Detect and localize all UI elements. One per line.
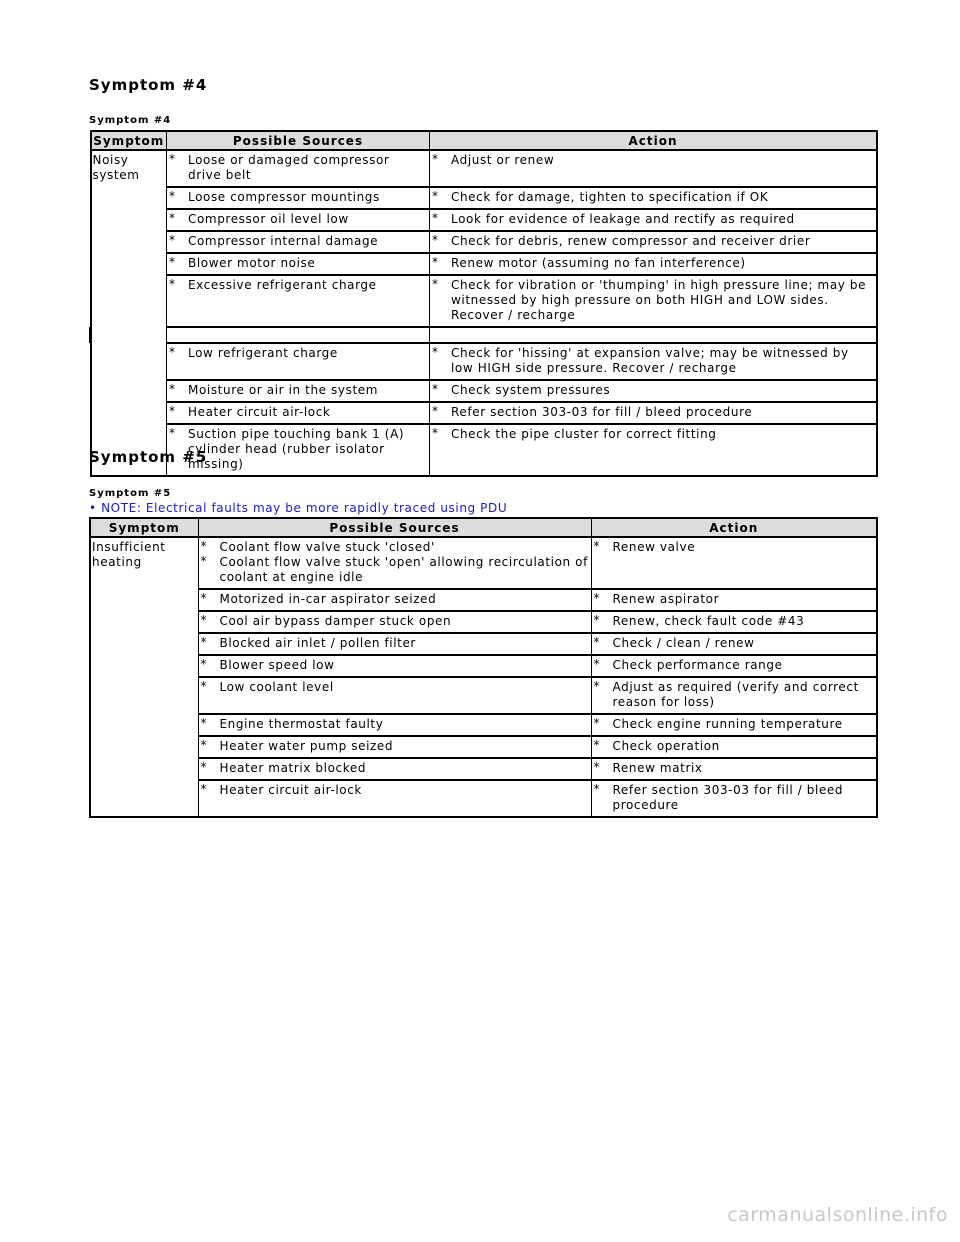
- table-header-row: [91, 131, 878, 150]
- symptom-cell: Noisy system: [91, 150, 167, 327]
- table-header-row: [90, 518, 877, 537]
- section-5-caption: Symptom #5: [89, 488, 172, 499]
- source-cell: * Coolant flow valve stuck 'open' allowing recirculation of coolant at engine idle: [201, 555, 589, 585]
- table-row: [90, 758, 877, 780]
- action-cell: * Renew valve: [594, 540, 875, 555]
- source-cell: * Heater matrix blocked: [201, 761, 589, 776]
- action-cell: * Check for debris, renew compressor and receiver drier: [432, 234, 874, 249]
- table-row: [90, 633, 877, 655]
- action-cell: * Look for evidence of leakage and rectify as required: [432, 212, 874, 227]
- table-row: [90, 677, 877, 714]
- action-cell: * Refer section 303-03 for fill / bleed procedure: [594, 783, 875, 813]
- table-row: [90, 736, 877, 758]
- action-cell: * Renew matrix: [594, 761, 875, 776]
- table-row: [91, 253, 878, 275]
- table-row: [90, 537, 877, 589]
- section-4-caption: Symptom #4: [89, 115, 172, 126]
- action-cell: * Check operation: [594, 739, 875, 754]
- source-cell: * Moisture or air in the system: [169, 383, 427, 398]
- source-cell: * Low refrigerant charge: [169, 346, 427, 361]
- symptom-5-table: [89, 517, 878, 818]
- source-cell: * Compressor internal damage: [169, 234, 427, 249]
- source-cell: * Blocked air inlet / pollen filter: [201, 636, 589, 651]
- table-row: [91, 231, 878, 253]
- table-row: [90, 780, 877, 817]
- table-row: [91, 424, 878, 476]
- action-cell: * Check the pipe cluster for correct fitting: [432, 427, 874, 442]
- source-cell: * Engine thermostat faulty: [201, 717, 589, 732]
- table-row: [90, 589, 877, 611]
- col-header-action: Action: [591, 518, 877, 537]
- source-cell: * Loose or damaged compressor drive belt: [169, 153, 427, 183]
- col-header-possible-sources: Possible Sources: [198, 518, 591, 537]
- action-cell: * Check for 'hissing' at expansion valve; may be witnessed by low HIGH side pressure. Recover / recharge: [432, 346, 874, 376]
- action-cell: * Check performance range: [594, 658, 875, 673]
- table-row: [91, 187, 878, 209]
- action-cell: * Check for vibration or 'thumping' in high pressure line; may be witnessed by high pressure on both HIGH and LOW sides. Recover / recharge: [432, 278, 874, 323]
- action-cell: * Check for damage, tighten to specification if OK: [432, 190, 874, 205]
- symptom-cell: Insufficient heating: [90, 537, 198, 817]
- col-header-symptom: Symptom: [90, 518, 198, 537]
- col-header-possible-sources: Possible Sources: [167, 131, 430, 150]
- table-row: [90, 655, 877, 677]
- source-cell: * Blower motor noise: [169, 256, 427, 271]
- source-cell: * Suction pipe touching bank 1 (A) cylinder head (rubber isolator missing): [169, 427, 427, 472]
- source-cell: * Coolant flow valve stuck 'closed': [201, 540, 589, 555]
- action-cell: * Renew aspirator: [594, 592, 875, 607]
- action-cell: * Check engine running temperature: [594, 717, 875, 732]
- table-row: [91, 402, 878, 424]
- action-cell: * Check system pressures: [432, 383, 874, 398]
- source-cell: * Motorized in-car aspirator seized: [201, 592, 589, 607]
- table-row: [90, 611, 877, 633]
- watermark: carmanualsonline.info: [727, 1204, 948, 1226]
- page-break-gap-row: [91, 327, 878, 343]
- action-cell: * Renew, check fault code #43: [594, 614, 875, 629]
- col-header-action: Action: [430, 131, 878, 150]
- section-4-heading: Symptom #4: [89, 76, 208, 94]
- symptom-4-table: [89, 130, 878, 477]
- table-row: [91, 275, 878, 327]
- source-cell: * Heater water pump seized: [201, 739, 589, 754]
- table-row: [91, 150, 878, 187]
- source-cell: * Low coolant level: [201, 680, 589, 695]
- action-cell: * Renew motor (assuming no fan interference): [432, 256, 874, 271]
- table-row: [91, 343, 878, 380]
- source-cell: * Excessive refrigerant charge: [169, 278, 427, 293]
- action-cell: * Adjust as required (verify and correct reason for loss): [594, 680, 875, 710]
- action-cell: * Check / clean / renew: [594, 636, 875, 651]
- table-row: [91, 380, 878, 402]
- source-cell: * Compressor oil level low: [169, 212, 427, 227]
- source-cell: * Heater circuit air-lock: [201, 783, 589, 798]
- source-cell: * Loose compressor mountings: [169, 190, 427, 205]
- col-header-symptom: Symptom: [91, 131, 167, 150]
- action-cell: * Adjust or renew: [432, 153, 874, 168]
- table-row: [91, 209, 878, 231]
- section-5-heading: Symptom #5: [89, 448, 208, 466]
- table-row: [90, 714, 877, 736]
- action-cell: * Refer section 303-03 for fill / bleed procedure: [432, 405, 874, 420]
- source-cell: * Cool air bypass damper stuck open: [201, 614, 589, 629]
- source-cell: * Heater circuit air-lock: [169, 405, 427, 420]
- source-cell: * Blower speed low: [201, 658, 589, 673]
- pdu-note: • NOTE: Electrical faults may be more rapidly traced using PDU: [89, 501, 508, 515]
